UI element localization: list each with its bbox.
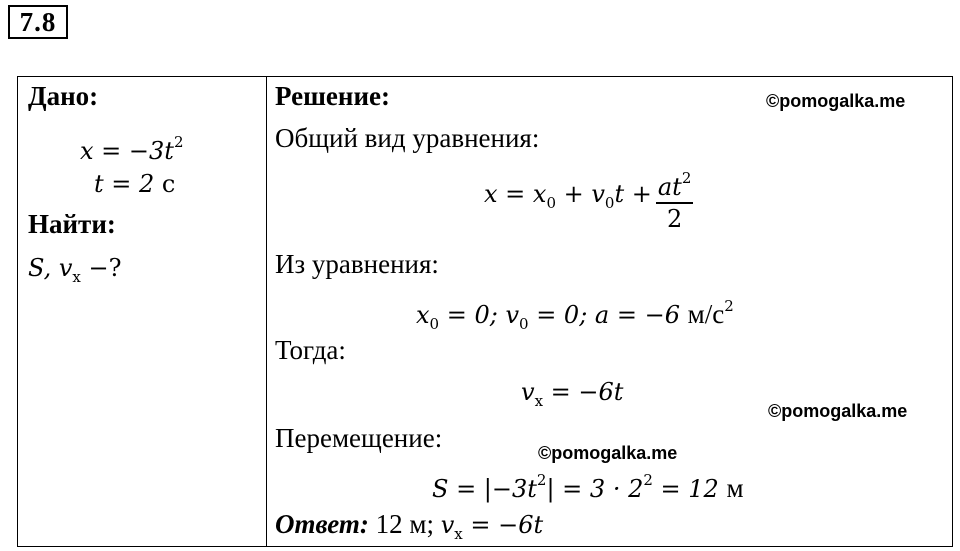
general-form-label: Общий вид уравнения: bbox=[275, 123, 540, 153]
find-line: S, $v_x$ −? bbox=[28, 254, 122, 286]
watermark: ©pomogalka.me bbox=[766, 91, 906, 111]
displacement-label: Перемещение: bbox=[275, 423, 443, 453]
velocity-equation: $v_x = -6t$ bbox=[521, 378, 624, 410]
column-divider bbox=[266, 77, 267, 546]
given-time: t = 2 с bbox=[94, 170, 176, 198]
problem-number: 7.8 bbox=[8, 5, 68, 39]
given-heading: Дано: bbox=[28, 81, 99, 111]
initial-values: $x_0 = 0$; $v_0 = 0$; a = −6 $м/с^2$ bbox=[416, 297, 734, 333]
answer-label: Ответ: bbox=[275, 509, 369, 539]
solution-table bbox=[17, 76, 953, 547]
then-label: Тогда: bbox=[275, 335, 346, 365]
answer-line: Ответ: 12 м; $v_x = -6t$ bbox=[275, 509, 544, 543]
given-equation-x: $x = -3t^2$ bbox=[80, 133, 184, 165]
from-equation-label: Из уравнения: bbox=[275, 249, 439, 279]
solution-heading: Решение: bbox=[275, 81, 390, 111]
watermark: ©pomogalka.me bbox=[768, 401, 908, 421]
find-heading: Найти: bbox=[28, 209, 116, 239]
displacement-equation: $S = |-3t^2| = 3 \cdot 2^2 = 12$ м bbox=[432, 471, 744, 503]
watermark: ©pomogalka.me bbox=[538, 443, 678, 463]
general-equation: $x = x_0 + v_0t$ + $\frac{at^2}{2}$ bbox=[484, 163, 693, 234]
